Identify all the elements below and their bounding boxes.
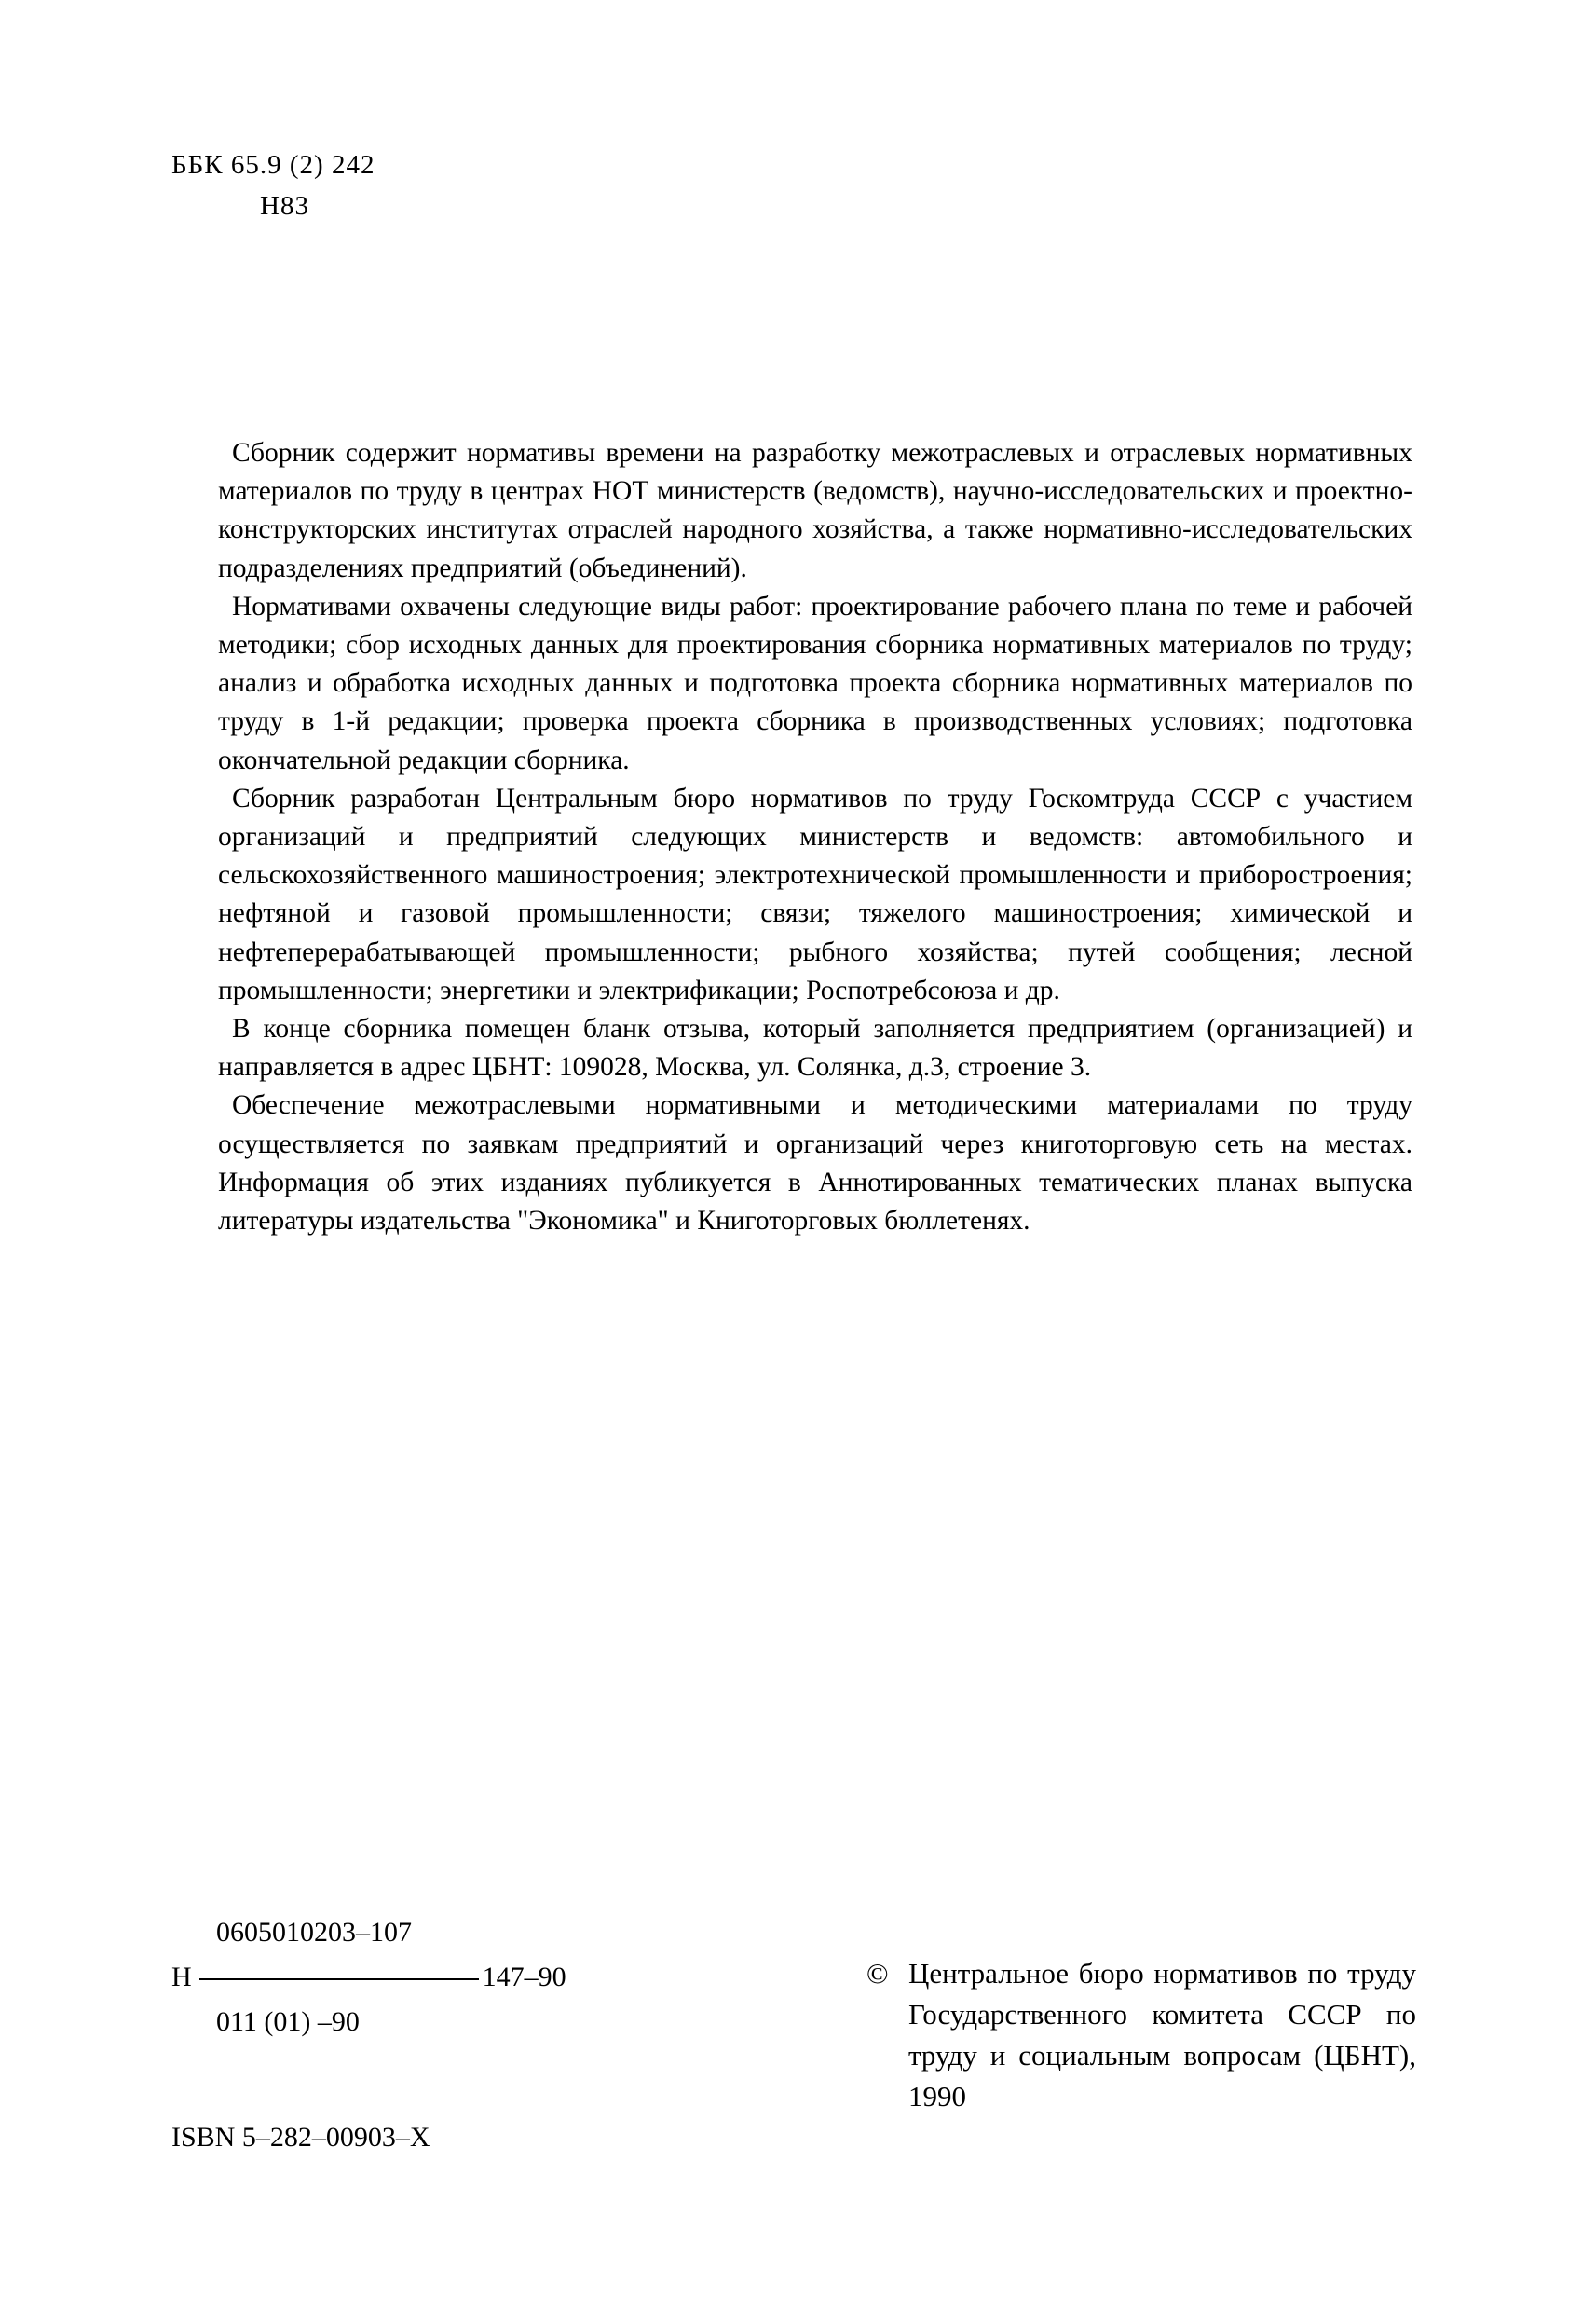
imprint-denominator: 011 (01) –90: [216, 2006, 360, 2037]
annotation-text: [218, 434, 1412, 1240]
publication-imprint: [171, 1910, 566, 2160]
author-mark: Н83: [260, 191, 309, 221]
imprint-fraction-line: [171, 1955, 566, 2000]
imprint-numerator: 0605010203–107: [216, 1917, 412, 1948]
isbn: ISBN 5–282–00903–X: [171, 2122, 430, 2153]
copyright-text: Центральное бюро нормативов по труду Государственного комитета СССР по труду и социальным вопросам (ЦБНТ), 1990: [908, 1957, 1416, 2113]
paragraph: Сборник содержит нормативы времени на разработку межотраслевых и отраслевых нормативных материалов по труду в центрах НОТ министерств (ведомств), научно-исследовательских и проектно-конструкторских институтах отраслей народного хозяйства, а также нормативно-исследовательских подразделениях предприятий (объединений).: [218, 438, 1412, 583]
imprint-suffix: 147–90: [482, 1962, 566, 1992]
bbk-classification: [171, 144, 375, 226]
bbk-code: ББК 65.9 (2) 242: [171, 150, 375, 180]
paragraph: Нормативами охвачены следующие виды работ: проектирование рабочего плана по теме и рабочей методики; сбор исходных данных для проектирования сборника нормативных материалов по труду; анализ и обработка исходных данных и подготовка проекта сборника нормативных материалов по труду в 1-й редакции; проверка проекта сборника в производственных условиях; подготовка окончательной редакции сборника.: [218, 591, 1412, 775]
paragraph: В конце сборника помещен бланк отзыва, который заполняется предприятием (организацией) и направляется в адрес ЦБНТ: 109028, Москва, ул. Солянка, д.3, строение 3.: [218, 1014, 1412, 1083]
fraction-bar: [199, 1978, 479, 1980]
paragraph: Обеспечение межотраслевыми нормативными и методическими материалами по труду осуществляется по заявкам предприятий и организаций через книготорговую сеть на местах. Информация об этих изданиях публикуется в Аннотированных тематических планах выпуска литературы издательства "Экономика" и Книготорговых бюллетенях.: [218, 1090, 1412, 1237]
imprint-letter: Н: [171, 1962, 192, 1992]
copyright-icon: ©: [866, 1957, 889, 1990]
paragraph: Сборник разработан Центральным бюро нормативов по труду Госкомтруда СССР с участием организаций и предприятий следующих министерств и ведомств: автомобильного и сельскохозяйственного машиностроения; электротехнической промышленности и приборостроения; нефтяной и газовой промышленности; связи; тяжелого машиностроения; химической и нефтеперерабатывающей промышленности; рыбного хозяйства; путей сообщения; лесной промышленности; энергетики и электрификации; Роспотребсоюза и др.: [218, 783, 1412, 1005]
copyright-notice: [866, 1953, 1416, 2117]
